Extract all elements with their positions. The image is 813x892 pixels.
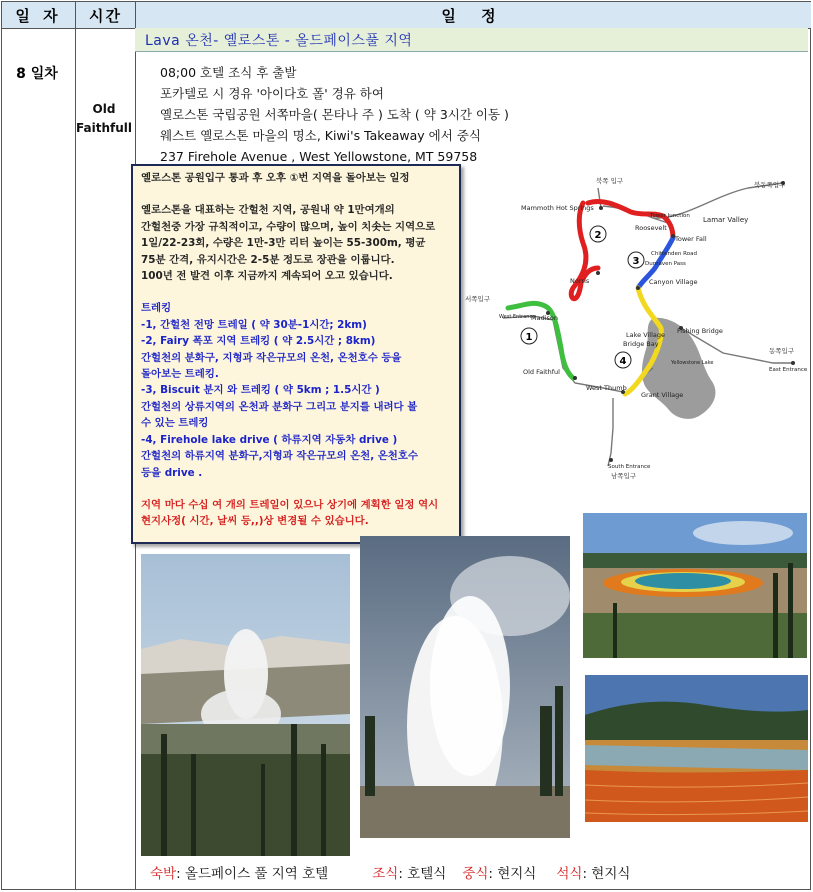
map-label-madison: Madison: [531, 314, 559, 322]
note-line: 수 있는 트레킹: [141, 417, 209, 430]
map-label-west-thumb: West Thumb: [586, 384, 627, 392]
breakfast-label: 조식: [372, 866, 399, 882]
map-label-northeast: 북동쪽입구: [754, 181, 786, 189]
column-divider: [75, 29, 76, 889]
map-label-west: 서쪽입구: [465, 295, 491, 303]
note-line: 간헐천의 분화구, 지형과 작은규모의 온천, 온천호수 등을: [141, 351, 402, 364]
time-label: [74, 100, 134, 138]
note-line: 75분 간격, 유지시간은 2-5분 정도로 장관을 이룹니다.: [141, 253, 395, 266]
time-label-line: Faithfull: [76, 121, 132, 135]
map-label-lake-village: Lake Village: [626, 331, 666, 339]
note-line: 현지사정( 시간, 날씨 등,,)상 변경될 수 있습니다.: [141, 515, 369, 528]
schedule-item: 포카텔로 시 경유 '아이다호 폴' 경유 하여: [160, 86, 384, 101]
note-line: 100년 전 발견 이후 지금까지 계속되어 오고 있습니다.: [141, 270, 393, 283]
map-label-north: 북쪽 입구: [596, 177, 624, 185]
dinner-label: 석식: [556, 866, 583, 882]
note-line: 1일/22-23회, 수량은 1만-3만 리터 높이는 55-300m, 평균: [141, 237, 426, 250]
lunch-value: : 현지식: [488, 866, 537, 882]
map-label-south-kr: 남쪽입구: [611, 472, 637, 480]
schedule-item: 08;00 호텔 조식 후 출발: [160, 65, 297, 80]
note-line: 지역 마다 수십 여 개의 트레일이 있으나 상기에 계획한 일정 역시: [141, 498, 439, 511]
map-label-south: South Entrance: [608, 464, 651, 470]
header-day: 일 자: [2, 2, 76, 29]
note-warning: [141, 497, 451, 530]
info-note-box: [131, 164, 461, 544]
schedule-item: 웨스트 옐로스톤 마을의 명소, Kiwi's Takeaway 에서 중식: [160, 128, 481, 143]
map-label-west-entrance: West Entrance: [499, 314, 536, 320]
note-intro: [141, 202, 451, 284]
schedule-item: 237 Firehole Avenue , West Yellowstone, MT 59758: [160, 149, 478, 164]
note-line: 간헐천의 상류지역의 온천과 분화구 그리고 분지를 내려다 볼: [141, 400, 418, 413]
marker-1: 1: [525, 332, 533, 343]
schedule-list: [160, 62, 509, 167]
lodging-label: 숙박: [150, 866, 177, 882]
map-label-chittenden: Chittenden Road: [651, 251, 697, 257]
map-label-lamar: Lamar Valley: [703, 216, 749, 224]
schedule-item: 옐로스톤 국립공원 서쪽마을( 몬타나 주 ) 도착 ( 약 3시간 이동 ): [160, 107, 509, 122]
map-labels: [465, 176, 808, 480]
header-time: 시간: [76, 2, 136, 29]
time-label-line: Old: [92, 102, 116, 116]
map-label-mammoth: Mammoth Hot Springs: [521, 204, 594, 212]
marker-4: 4: [619, 356, 627, 367]
note-heading: 옐로스톤 공원입구 통과 후 오후 ①번 지역을 돌아보는 일정: [141, 172, 410, 184]
note-line: 돌아보는 트레킹.: [141, 368, 219, 381]
map-label-fishing-bridge: Fishing Bridge: [677, 327, 723, 335]
map-label-east-entrance: East Entrance: [769, 367, 808, 373]
map-label-canyon: Canyon Village: [649, 278, 698, 286]
map-label-dunraven: Dunraven Pass: [645, 261, 686, 267]
map-label-roosevelt: Roosevelt: [635, 224, 667, 232]
note-line: -4, Firehole lake drive ( 하류지역 자동차 drive ): [141, 433, 398, 446]
marker-2: 2: [594, 230, 602, 241]
map-label-old-faithful: Old Faithful: [523, 368, 560, 376]
lodging-value: : 올드페이스 풀 지역 호텔: [176, 866, 329, 882]
header-plan: 일 정: [136, 2, 811, 29]
geyser-photo-2: [360, 536, 570, 838]
note-trekking: [141, 300, 451, 480]
prismatic-photo-2: [585, 675, 808, 822]
geyser-photo-1: [141, 554, 350, 856]
map-label-east: 동쪽입구: [769, 347, 795, 355]
map-label-tower-junction: Tower Junction: [650, 213, 690, 219]
map-label-bridge-bay: Bridge Bay: [623, 340, 659, 348]
note-line: -2, Fairy 폭포 지역 트레킹 ( 약 2.5시간 ; 8km): [141, 335, 376, 348]
map-label-lake: Yellowstone Lake: [671, 360, 714, 366]
map-label-grant: Grant Village: [641, 391, 684, 399]
note-line: -1, 간헐천 전망 트레일 ( 약 30분-1시간; 2km): [141, 318, 367, 331]
note-line: 간헐천의 하류지역 분화구,지형과 작은규모의 온천, 온천호수: [141, 450, 418, 463]
map-label-norris: Norris: [570, 277, 590, 285]
day-title: Lava 온천- 옐로스톤 - 올드페이스풀 지역: [135, 28, 808, 52]
marker-3: 3: [632, 256, 640, 267]
lunch-label: 중식: [462, 866, 489, 882]
map-label-tower-fall: Tower Fall: [675, 235, 707, 243]
meal-lodging-footer: [135, 855, 808, 889]
note-line: 등을 drive .: [141, 466, 203, 479]
day-label: 8 일차: [16, 66, 58, 82]
prismatic-photo-1: [583, 513, 807, 658]
note-line: -3, Biscuit 분지 와 트레킹 ( 약 5km ; 1.5시간 ): [141, 384, 380, 397]
note-line: 간헐천중 가장 규칙적이고, 수량이 많으며, 높이 치솟는 지역으로: [141, 220, 436, 233]
dinner-value: : 현지식: [582, 866, 631, 882]
breakfast-value: : 호텔식: [398, 866, 447, 882]
note-line: 옐로스톤을 대표하는 간헐천 지역, 공원내 약 1만여개의: [141, 204, 395, 217]
park-map: [463, 168, 808, 488]
note-line: 트레킹: [141, 302, 172, 315]
